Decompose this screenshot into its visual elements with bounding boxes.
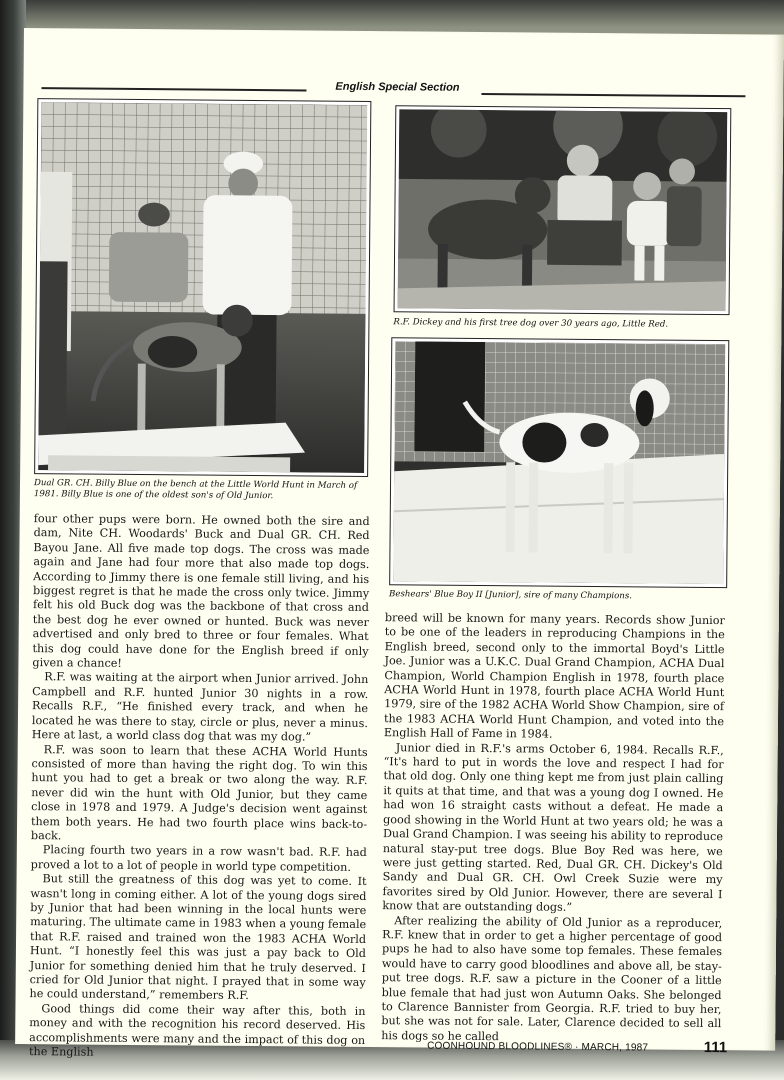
photo-blue-boy-ii-caption: Beshears' Blue Boy II [Junior], sire of many Champions. (389, 589, 633, 602)
article-paragraph: But still the greatness of this dog was yet to come. It wasn't long in coming either. A lot of the young dogs sired by Junior that had been winning in the local hunts were maturing. The ultimate came in 1983 when a young female that R.F. raised and trained won the 1983 ACHA World Hunt. “I honestly feel this was just a pay back to Old Junior for something denied him that he truly deserved. I cried for Old Junior that night. I prayed that in some way he could understand,” remembers R.F. (29, 872, 367, 1003)
article-paragraph: After realizing the ability of Old Junior as a reproducer, R.F. knew that in order to get a higher percentage of good pups he had to also have some top females. These females would have to carry good bloodlines and above all, be stay-put tree dogs. R.F. saw a picture in the Cooner of a little blue female that had just won Autumn Oaks. She belonged to Clarence Bannister from Georgia. R.F. tried to buy her, but she was not for sale. Later, Clarence decided to sell all his dogs so he called (381, 913, 723, 1043)
article-column-left (29, 512, 370, 1062)
article-paragraph: Placing fourth two years in a row wasn't bad. R.F. had proved a lot to a lot of people in world type competition. (30, 843, 367, 874)
photo-little-red-caption: R.F. Dickey and his first tree dog over 30 years ago, Little Red. (393, 317, 669, 330)
magazine-page (15, 28, 784, 1059)
photo-blue-boy-ii-image (393, 341, 725, 584)
photo-billy-blue-caption: Dual GR. CH. Billy Blue on the bench at the Little World Hunt in March of 1981. Billy Blue is one of the oldest son's of Old Junior. (33, 478, 358, 502)
article-paragraph: R.F. was soon to learn that these ACHA World Hunts consisted of more than having the right dog. To win this hunt you had to get a break or two along the way. R.F. never did win the hunt with Old Junior, but they came close in 1978 and 1979. A Judge's decision went against them both years. He had two fourth place wins back-to-back. (30, 742, 368, 843)
article-paragraph: breed will be known for many years. Records show Junior to be one of the leaders in reproducing Champions in the English breed, second only to the immortal Boyd's Little Joe. Junior was a U.K.C. Dual Grand Champion, ACHA Dual Champion, World Champion English in 1978, fourth place ACHA World Hunt in 1978, fourth place ACHA World Hunt 1979, sire of the 1982 ACHA World Show Champion, sire of the 1983 ACHA World Hunt Champion, and voted into the English Hall of Fame in 1984. (383, 611, 725, 741)
photo-little-red-image (398, 109, 728, 311)
article-paragraph: four other pups were born. He owned both the sire and dam, Nite CH. Woodards' Buck and Dual GR. CH. Red Bayou Jane. All five made top dogs. The cross was made again and Jane had four more that also made top dogs. According to Jimmy there is one female still living, and his biggest regret is that he made the cross only twice. Jimmy felt his old Buck dog was the backbone of that cross and the best dog he ever owned or hunted. Buck was never advertised and only bred to three or four females. What this dog could have done for the English breed if only given a chance! (32, 512, 370, 670)
article-paragraph: Good things did come their way after this, both in money and with the recognition his record deserved. His accomplishments were many and the impact of this dog on the English (29, 1002, 366, 1059)
photo-blue-boy-ii (389, 337, 729, 588)
photo-little-red (394, 105, 732, 315)
publication-info: COONHOUND BLOODLINES® · MARCH, 1987 (427, 1040, 649, 1054)
header-rule-left (41, 87, 306, 91)
page-number: 111 (703, 1038, 728, 1057)
article-paragraph: R.F. was waiting at the airport when Junior arrived. John Campbell and R.F. hunted Junior 30 nights in a row. Recalls R.F., “He finished every track, and when he located he was there to stay, circle or plus, never a minus. Here at last, a world class dog that was my dog.” (31, 670, 369, 744)
photo-billy-blue-image (38, 102, 367, 473)
page-footer (427, 1037, 727, 1058)
article-column-right (381, 611, 725, 1046)
section-title: English Special Section (335, 80, 460, 94)
article-paragraph: Junior died in R.F.'s arms October 6, 1984. Recalls R.F., “It's hard to put in words the love and respect I had for that old dog. Only one thing kept me from just plain calling it quits at that time, and that was a young dog I owned. He had won 16 straight casts without a defeat. He made a good showing in the World Hunt at two years old; he was a Dual Grand Champion. I was seeing his ability to reproduce natural stay-put tree dogs. Blue Boy Red was here, we were just getting started. Red, Dual GR. CH. Dickey's Old Sandy and Dual GR. CH. Owl Creek Suzie were my favorites sired by Old Junior. However, there are several I know that are outstanding dogs.” (382, 740, 724, 914)
photo-billy-blue (34, 98, 371, 477)
header-rule-right (481, 93, 745, 97)
